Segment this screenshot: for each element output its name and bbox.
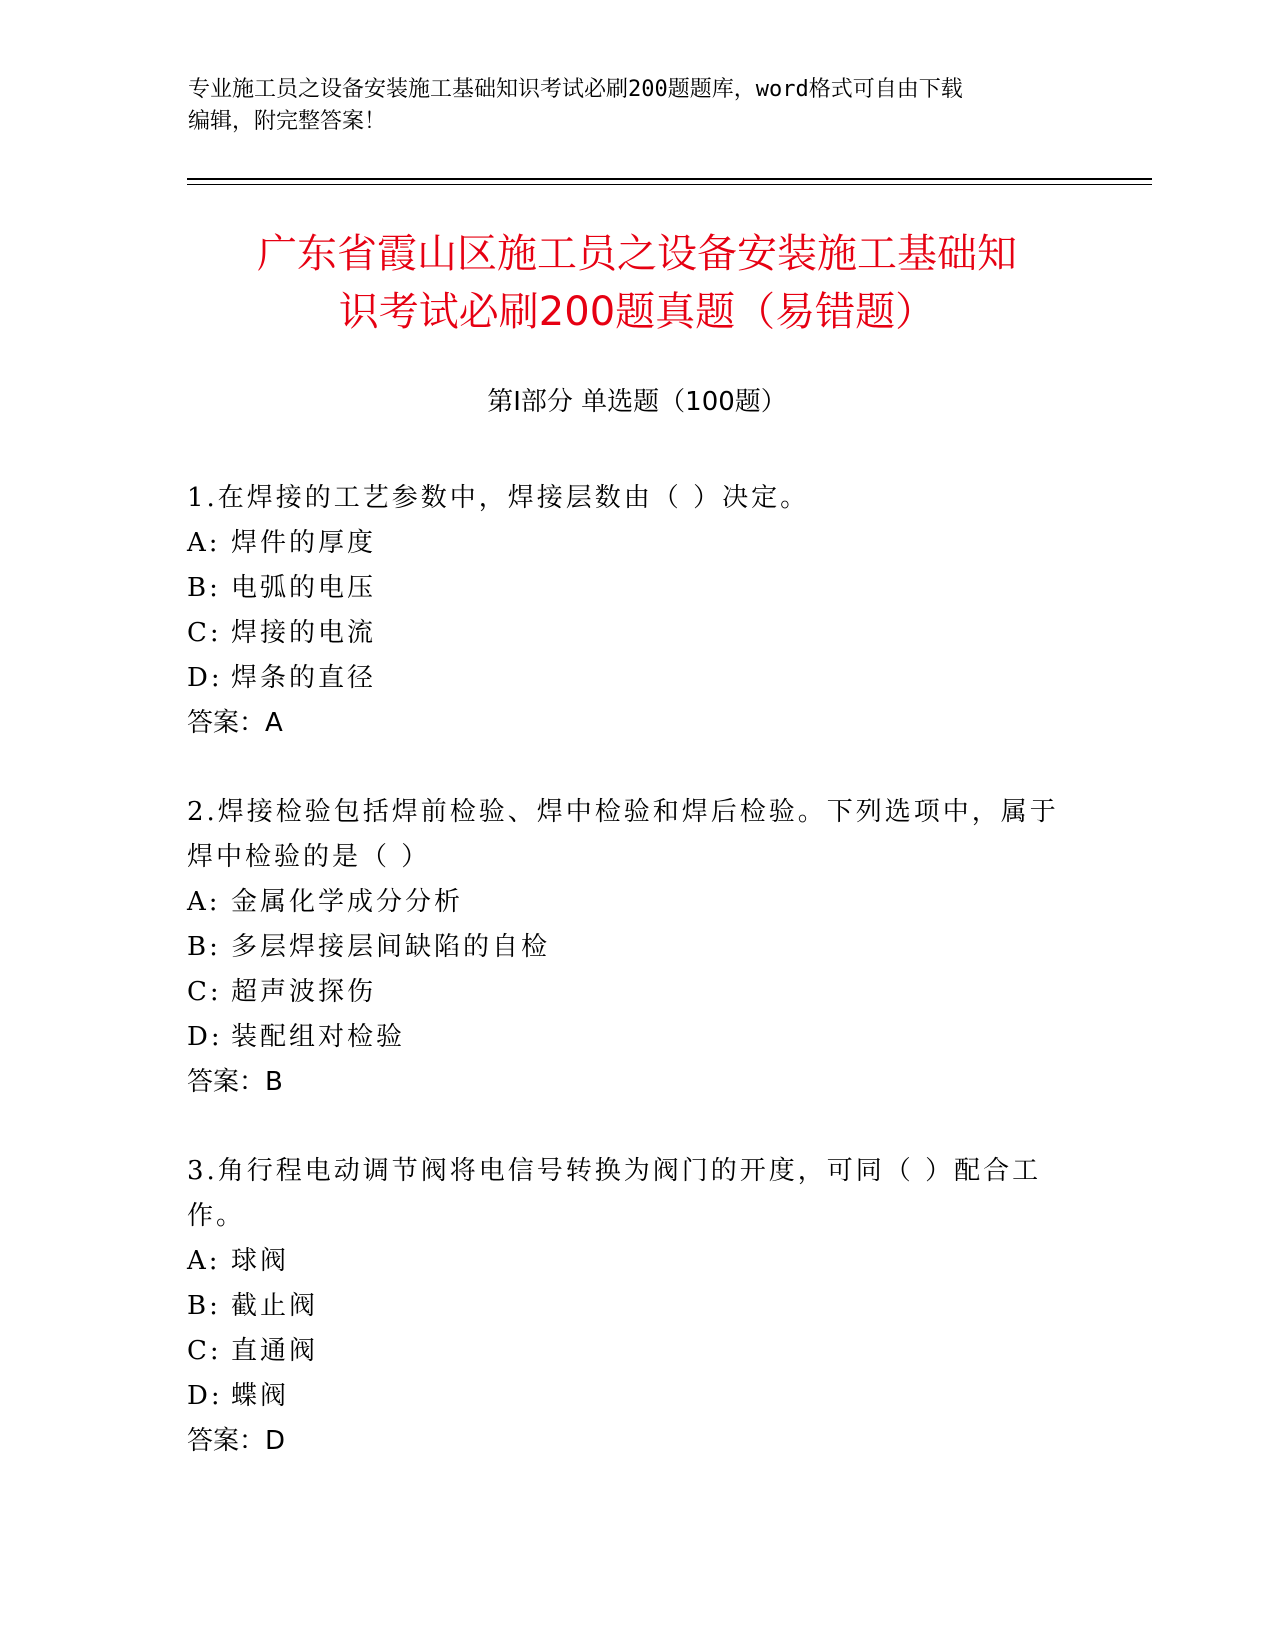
header-divider-thick: [187, 178, 1152, 180]
option-b: [187, 925, 1087, 970]
option-c: [187, 970, 1087, 1015]
option-letter: C:: [187, 618, 222, 648]
option-a: [187, 521, 1087, 566]
answer-line: 答案：D: [187, 1426, 286, 1456]
option-letter: D:: [187, 1381, 223, 1411]
option-text: 直通阀: [231, 1336, 319, 1366]
option-text: 截止阀: [231, 1291, 319, 1321]
option-text: 蝶阀: [231, 1381, 290, 1411]
header-divider-thin: [187, 184, 1152, 185]
answer-line: 答案：B: [187, 1067, 283, 1097]
header-note-line-1: 专业施工员之设备安装施工基础知识考试必刷200题题库，word格式可自由下载: [188, 77, 963, 102]
option-d: [187, 656, 1087, 701]
question-list: [187, 476, 1087, 1508]
option-letter: C:: [187, 977, 222, 1007]
option-letter: D:: [187, 663, 223, 693]
option-letter: D:: [187, 1022, 223, 1052]
title-line-1: 广东省霞山区施工员之设备安装施工基础知: [257, 231, 1017, 277]
question-3: [187, 1149, 1087, 1464]
option-text: 球阀: [231, 1246, 290, 1276]
option-c: [187, 1329, 1087, 1374]
option-c: [187, 611, 1087, 656]
option-letter: B:: [187, 573, 221, 603]
option-letter: B:: [187, 1291, 221, 1321]
document-header-note: [188, 74, 1068, 138]
question-stem: 1.在焊接的工艺参数中，焊接层数由（ ）决定。: [187, 483, 810, 513]
option-text: 金属化学成分分析: [231, 887, 464, 917]
option-d: [187, 1015, 1087, 1060]
section-title: 第Ⅰ部分 单选题（100题）: [487, 387, 787, 417]
option-text: 电弧的电压: [231, 573, 377, 603]
option-d: [187, 1374, 1087, 1419]
title-line-2: 识考试必刷200题真题（易错题）: [338, 289, 936, 335]
option-text: 装配组对检验: [231, 1022, 406, 1052]
question-stem: 3.角行程电动调节阀将电信号转换为阀门的开度，可同（ ）配合工作。: [187, 1156, 1042, 1231]
option-text: 多层焊接层间缺陷的自检: [231, 932, 551, 962]
option-letter: C:: [187, 1336, 222, 1366]
option-letter: A:: [187, 528, 221, 558]
option-text: 超声波探伤: [231, 977, 377, 1007]
header-note-line-2: 编辑，附完整答案！: [188, 109, 387, 134]
option-text: 焊条的直径: [231, 663, 377, 693]
option-text: 焊件的厚度: [231, 528, 377, 558]
document-title: [187, 225, 1087, 341]
option-letter: A:: [187, 1246, 221, 1276]
answer-line: 答案：A: [187, 708, 283, 738]
question-2: [187, 790, 1087, 1105]
option-letter: A:: [187, 887, 221, 917]
option-b: [187, 566, 1087, 611]
option-a: [187, 880, 1087, 925]
option-a: [187, 1239, 1087, 1284]
option-b: [187, 1284, 1087, 1329]
option-letter: B:: [187, 932, 221, 962]
question-1: [187, 476, 1087, 746]
option-text: 焊接的电流: [231, 618, 377, 648]
question-stem: 2.焊接检验包括焊前检验、焊中检验和焊后检验。下列选项中，属于焊中检验的是（ ）: [187, 797, 1059, 872]
